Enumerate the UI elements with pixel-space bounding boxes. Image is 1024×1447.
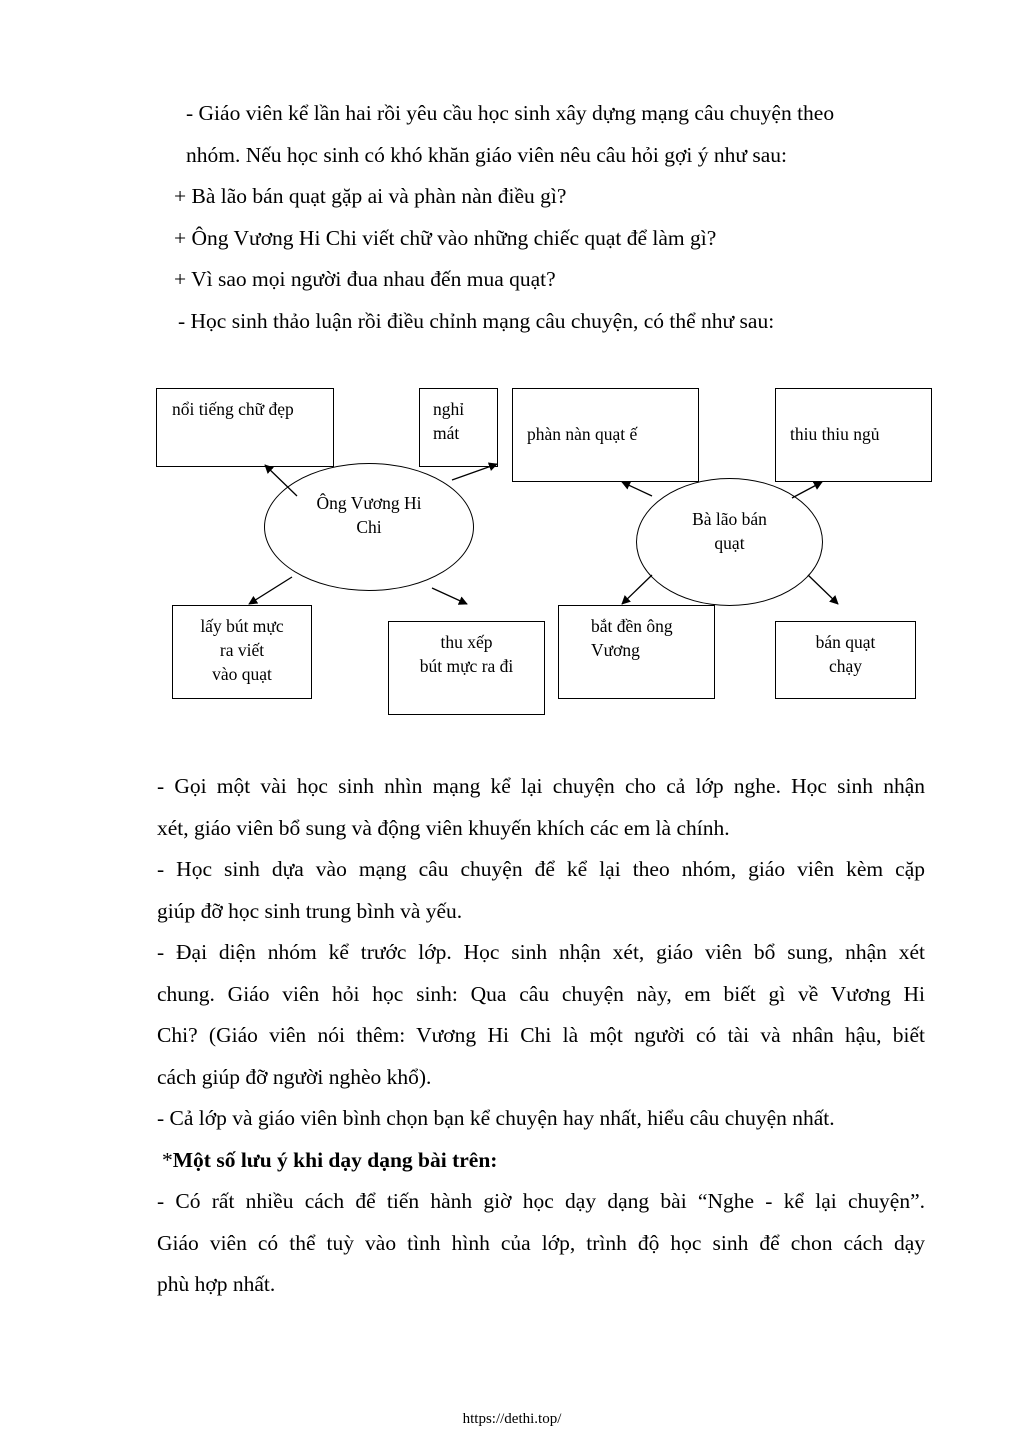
arrow-to-complain (622, 482, 652, 496)
arrow-to-sell (808, 575, 838, 604)
para-3-line-3: Chi? (Giáo viên nói thêm: Vương Hi Chi là một người có tài và nhân hậu, biết (157, 1023, 925, 1047)
node-ong-vuong-hi-chi: Ông Vương Hi Chi (264, 463, 474, 591)
para-3-line-2: chung. Giáo viên hỏi học sinh: Qua câu chuyện này, em biết gì về Vương Hi (157, 982, 925, 1006)
para-1-line-1: - Gọi một vài học sinh nhìn mạng kể lại chuyện cho cả lớp nghe. Học sinh nhận (157, 774, 925, 798)
footer-url[interactable]: https://dethi.top/ (462, 1411, 562, 1427)
note-star: * (162, 1148, 173, 1172)
arrow-to-leave (432, 588, 467, 604)
note-heading (162, 1146, 497, 1174)
box-fans-sell-well: bán quạt chạy (775, 621, 916, 699)
box-rest: nghỉ mát (419, 388, 498, 467)
intro-line-2: nhóm. Nếu học sinh có khó khăn giáo viên nêu câu hỏi gợi ý như sau: (186, 143, 788, 167)
para-1-line-2: xét, giáo viên bổ sung và động viên khuyến khích các em là chính. (157, 816, 730, 840)
para-2-line-2: giúp đỡ học sinh trung bình và yếu. (157, 899, 463, 923)
intro-line-1: - Giáo viên kể lần hai rồi yêu cầu học sinh xây dựng mạng câu chuyện theo (186, 101, 835, 125)
arrow-to-write (249, 577, 292, 604)
note-heading-text: Một số lưu ý khi dạy dạng bài trên: (172, 1148, 498, 1172)
para-4: - Cả lớp và giáo viên bình chọn bạn kể chuyện hay nhất, hiểu câu chuyện nhất. (157, 1106, 835, 1130)
box-drowsy: thiu thiu ngủ (775, 388, 932, 482)
question-3: + Vì sao mọi người đua nhau đến mua quạt? (174, 267, 556, 291)
arrow-to-compensate (622, 575, 652, 604)
box-write-on-fans: lấy bút mực ra viết vào quạt (172, 605, 312, 699)
discuss-line: - Học sinh thảo luận rồi điều chỉnh mạng câu chuyện, có thể như sau: (178, 309, 775, 333)
para-3-line-4: cách giúp đỡ người nghèo khổ). (157, 1065, 432, 1089)
box-pack-and-leave: thu xếp bút mực ra đi (388, 621, 545, 715)
question-1: + Bà lão bán quạt gặp ai và phàn nàn điều gì? (174, 184, 567, 208)
para-3-line-1: - Đại diện nhóm kể trước lớp. Học sinh nhận xét, giáo viên bổ sung, nhận xét (157, 940, 925, 964)
para-2-line-1: - Học sinh dựa vào mạng câu chuyện để kể lại theo nhóm, giáo viên kèm cặp (157, 857, 925, 881)
node-ba-lao-ban-quat: Bà lão bán quạt (636, 478, 823, 606)
para-5-line-3: phù hợp nhất. (157, 1272, 276, 1296)
box-demand-compensation: bắt đền ông Vương (558, 605, 715, 699)
para-5-line-1: - Có rất nhiều cách để tiến hành giờ học dạy dạng bài “Nghe - kể lại chuyện”. (157, 1189, 925, 1213)
para-5-line-2: Giáo viên có thể tuỳ vào tình hình của lớp, trình độ học sinh để chon cách dạy (157, 1231, 925, 1255)
box-famous-handwriting: nổi tiếng chữ đẹp (156, 388, 334, 467)
box-complain-fans-unsold: phàn nàn quạt ế (512, 388, 699, 482)
arrow-to-sleepy (792, 482, 822, 498)
question-2: + Ông Vương Hi Chi viết chữ vào những chiếc quạt để làm gì? (174, 226, 717, 250)
